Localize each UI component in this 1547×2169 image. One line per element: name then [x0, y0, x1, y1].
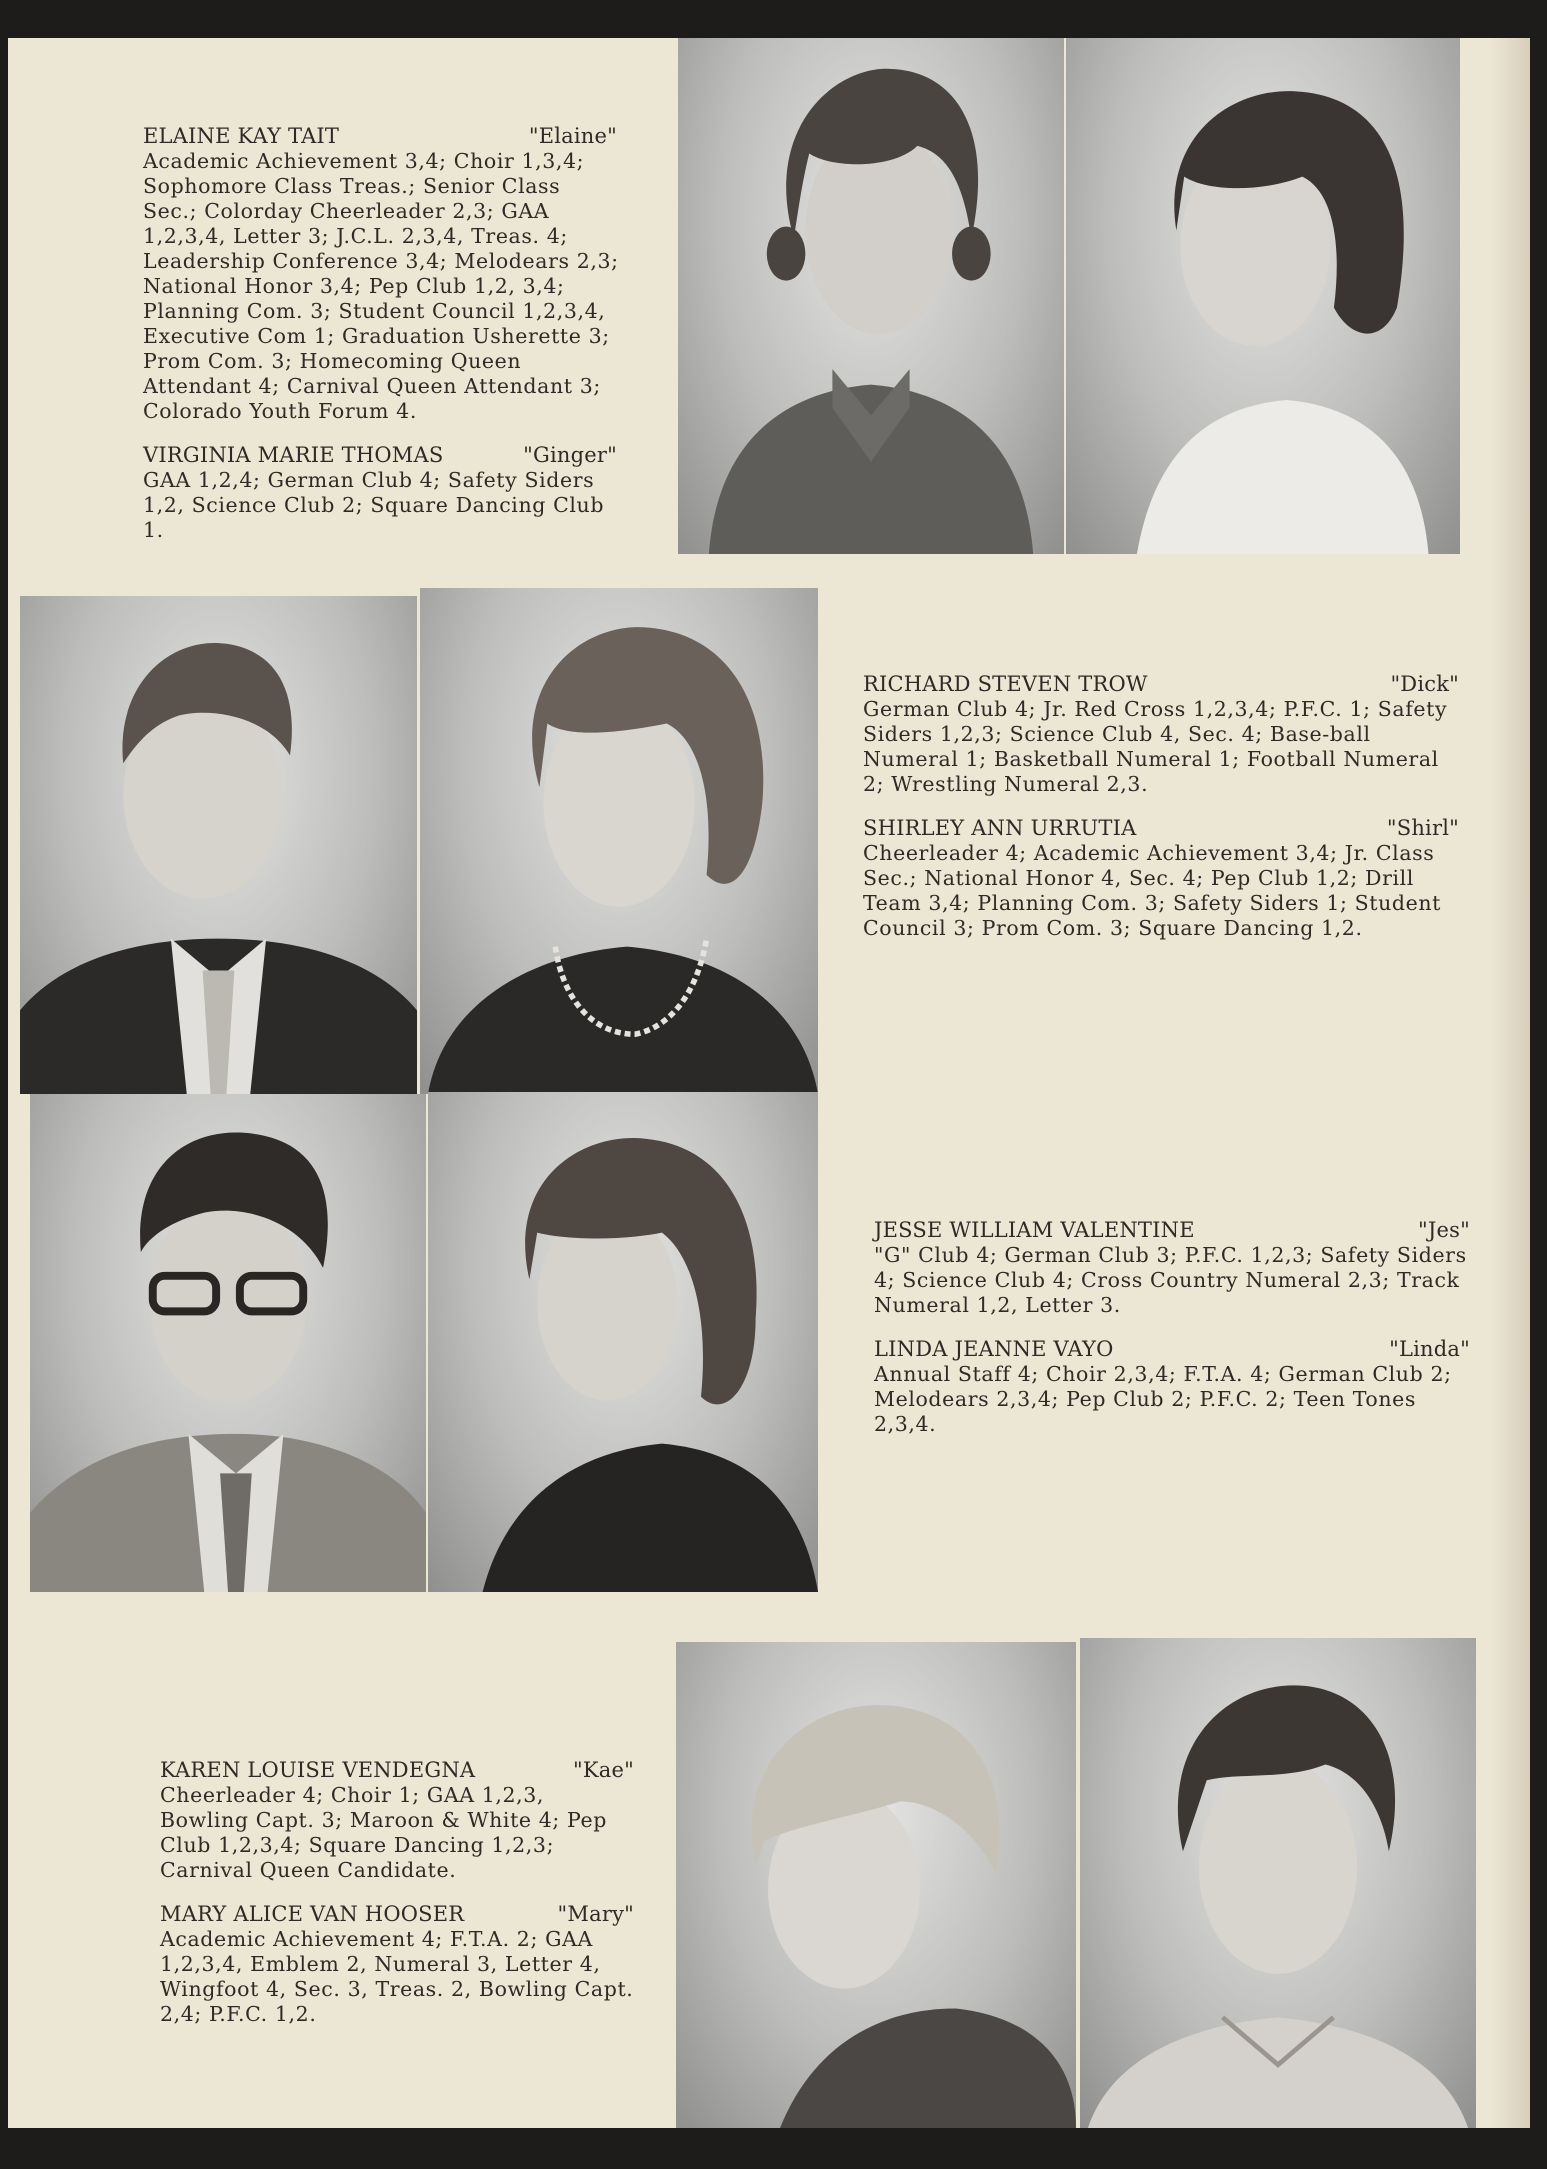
portrait-photo-valentine [30, 1094, 426, 1592]
student-name: LINDA JEANNE VAYO [874, 1337, 1114, 1361]
student-entry [874, 1218, 1474, 1318]
student-name: VIRGINIA MARIE THOMAS [143, 443, 444, 467]
student-entry [143, 443, 621, 543]
student-activities: Annual Staff 4; Choir 2,3,4; F.T.A. 4; German Club 2; Melodears 2,3,4; Pep Club 2; P.F.C. 2; Teen Tones 2,3,4. [874, 1362, 1452, 1436]
student-entry [874, 1337, 1474, 1437]
student-name: RICHARD STEVEN TROW [863, 672, 1148, 696]
portrait-photo-trow [20, 596, 417, 1094]
student-activities: Academic Achievement 4; F.T.A. 2; GAA 1,2,3,4, Emblem 2, Numeral 3, Letter 4, Wingfoot 4, Sec. 3, Treas. 2, Bowling Capt. 2,4; P.F.C. 1,2. [160, 1927, 634, 2026]
student-activities: GAA 1,2,4; German Club 4; Safety Siders 1,2, Science Club 2; Square Dancing Club 1. [143, 468, 605, 542]
portrait-figure [420, 588, 818, 1094]
portrait-figure [678, 38, 1064, 554]
student-nickname: "Ginger" [523, 443, 617, 467]
bio-group-4 [160, 1758, 638, 2046]
portrait-figure [1066, 38, 1460, 554]
student-nickname: "Kae" [573, 1758, 634, 1782]
bio-group-2 [863, 672, 1463, 960]
student-entry [160, 1758, 638, 1883]
portrait-photo-thomas [1066, 38, 1460, 554]
portrait-figure [676, 1642, 1076, 2128]
student-entry [160, 1902, 638, 2027]
student-nickname: "Elaine" [528, 124, 617, 148]
student-entry [863, 672, 1463, 797]
student-name: ELAINE KAY TAIT [143, 124, 340, 148]
student-activities: Cheerleader 4; Academic Achievement 3,4; Jr. Class Sec.; National Honor 4, Sec. 4; Pep Club 1,2; Drill Team 3,4; Planning Com. 3; Safety Siders 1; Student Council 3; Prom Com. 3; Square Dancing 1,2. [863, 841, 1442, 940]
portrait-photo-vayo [428, 1092, 818, 1592]
student-name: JESSE WILLIAM VALENTINE [874, 1218, 1195, 1242]
portrait-figure [428, 1092, 818, 1592]
student-activities: Cheerleader 4; Choir 1; GAA 1,2,3, Bowling Capt. 3; Maroon & White 4; Pep Club 1,2,3,4; Square Dancing 1,2,3; Carnival Queen Candidate. [160, 1783, 607, 1882]
student-name: SHIRLEY ANN URRUTIA [863, 816, 1137, 840]
student-nickname: "Mary" [557, 1902, 634, 1926]
student-entry [863, 816, 1463, 941]
yearbook-page [8, 38, 1530, 2128]
bio-group-1 [143, 124, 621, 562]
portrait-photo-tait [678, 38, 1064, 554]
portrait-photo-van-hooser [1080, 1638, 1476, 2128]
bio-group-3 [874, 1218, 1474, 1456]
student-activities: German Club 4; Jr. Red Cross 1,2,3,4; P.F.C. 1; Safety Siders 1,2,3; Science Club 4, Sec. 4; Base-ball Numeral 1; Basketball Numeral 1; Football Numeral 2; Wrestling Numeral 2,3. [863, 697, 1448, 796]
portrait-figure [1080, 1638, 1476, 2128]
student-entry [143, 124, 621, 424]
page-edge-shadow [1490, 38, 1530, 2128]
student-nickname: "Shirl" [1386, 816, 1459, 840]
portrait-figure [20, 596, 417, 1094]
student-activities: Academic Achievement 3,4; Choir 1,3,4; Sophomore Class Treas.; Senior Class Sec.; Colorday Cheerleader 2,3; GAA 1,2,3,4, Letter 3; J.C.L. 2,3,4, Treas. 4; Leadership Conference 3,4; Melodears 2,3; National Honor 3,4; Pep Club 1,2, 3,4; Planning Com. 3; Student Council 1,2,3,4, Executive Com 1; Graduation Usherette 3; Prom Com. 3; Homecoming Queen Attendant 4; Carnival Queen Attendant 3; Colorado Youth Forum 4. [143, 149, 619, 423]
student-nickname: "Dick" [1390, 672, 1459, 696]
student-nickname: "Jes" [1418, 1218, 1470, 1242]
student-name: MARY ALICE VAN HOOSER [160, 1902, 465, 1926]
portrait-photo-urrutia [420, 588, 818, 1094]
student-activities: "G" Club 4; German Club 3; P.F.C. 1,2,3; Safety Siders 4; Science Club 4; Cross Country Numeral 2,3; Track Numeral 1,2, Letter 3. [874, 1243, 1467, 1317]
portrait-figure [30, 1094, 426, 1592]
student-name: KAREN LOUISE VENDEGNA [160, 1758, 476, 1782]
portrait-photo-vendegna [676, 1642, 1076, 2128]
student-nickname: "Linda" [1389, 1337, 1470, 1361]
